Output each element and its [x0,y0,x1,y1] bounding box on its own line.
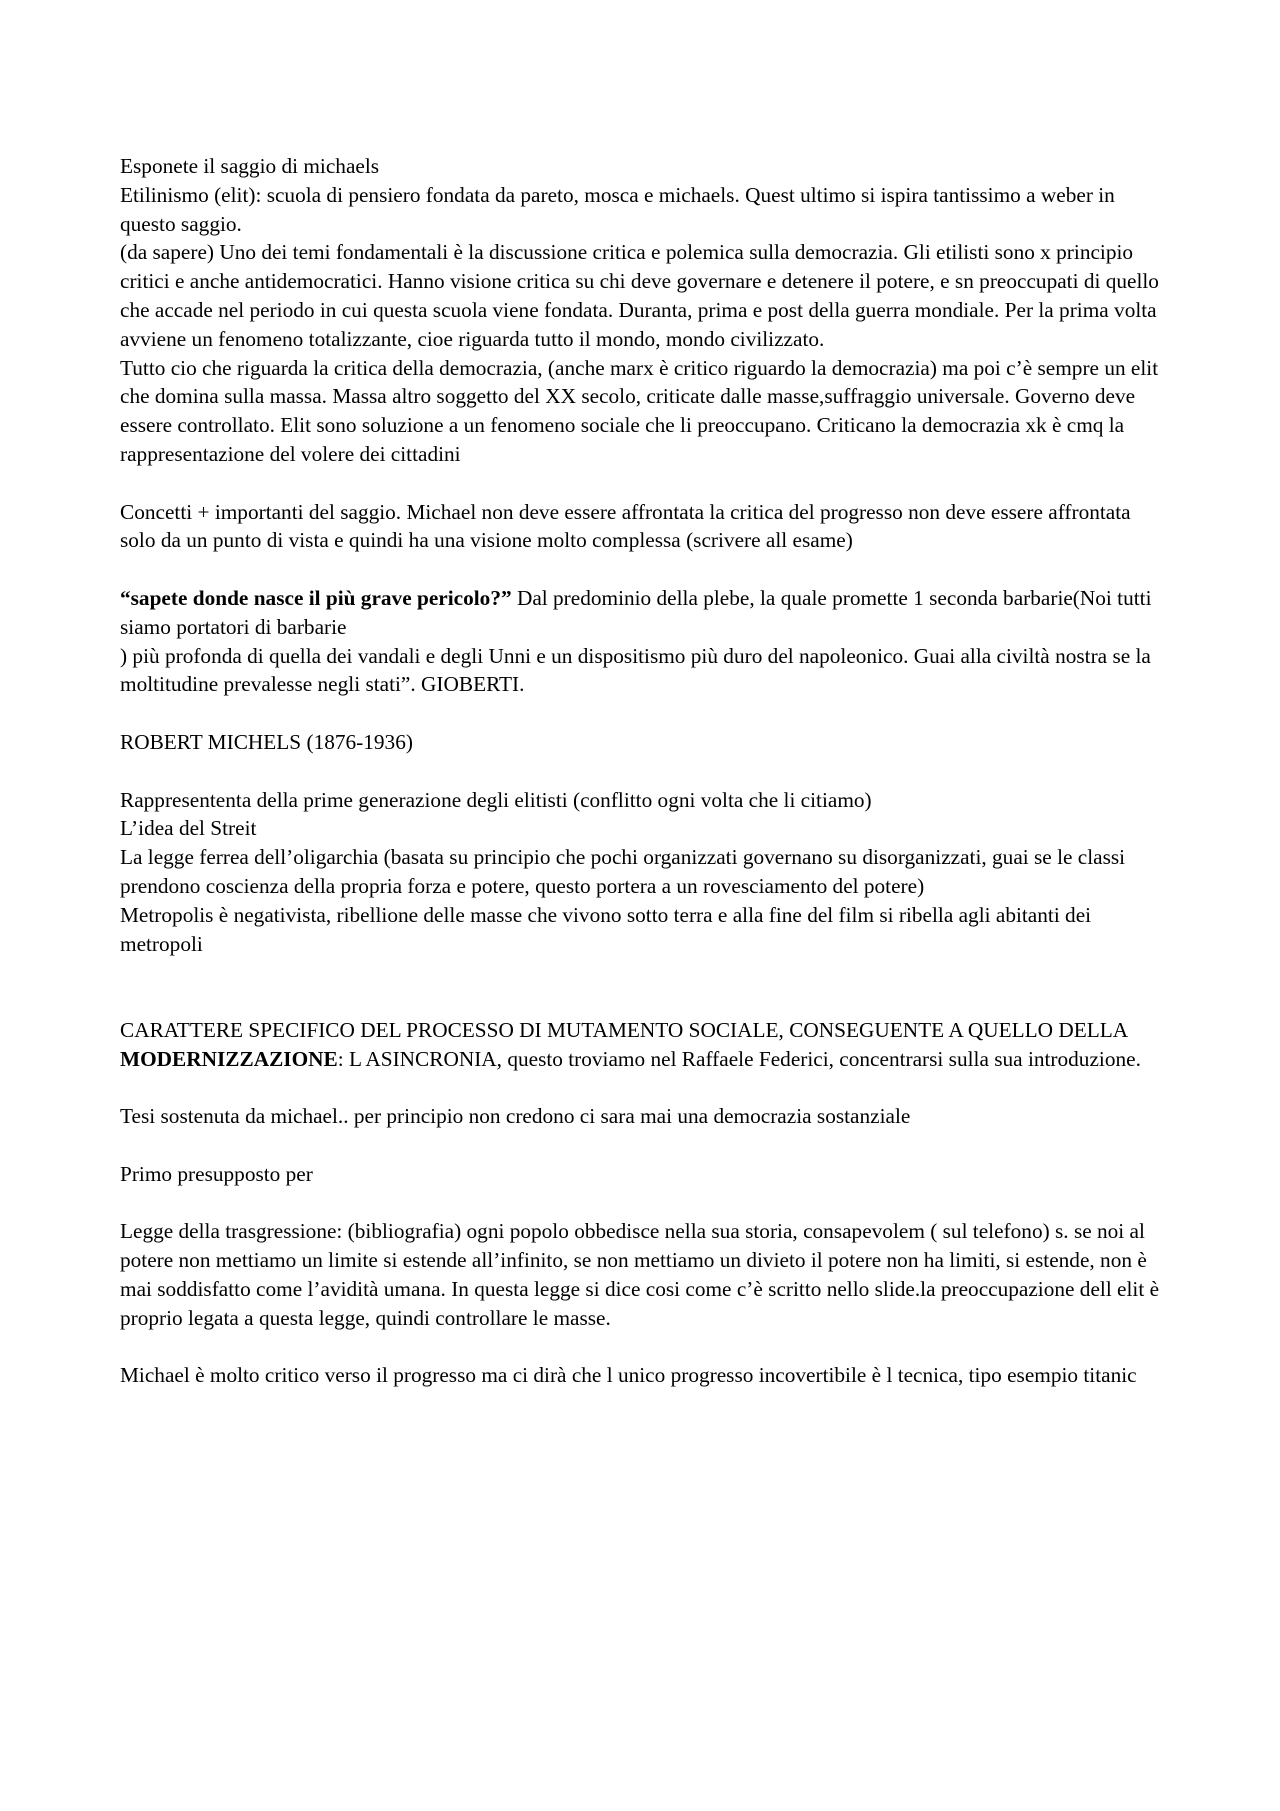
paragraph-presupposto: Primo presupposto per [120,1161,313,1186]
spacer [120,1333,1160,1362]
paragraph-quote-cont: ) più profonda di quella dei vandali e degli Unni e un dispositismo più duro del napoleonico. Guai alla civiltà nostra se la moltitudine prevalesse negli stati”. GIOBERTI. [120,643,1151,697]
paragraph-title: Esponete il saggio di michaels [120,154,380,178]
paragraph-elitism: Etilinismo (elit): scuola di pensiero fondata da pareto, mosca e michaels. Quest ultimo si ispira tantissimo a weber in questo saggio. [120,182,1115,236]
paragraph-oligarchy: La legge ferrea dell’oligarchia (basata su principio che pochi organizzati governano su disorganizzati, guai se le classi prendono coscienza della propria forza e potere, questo portera a un rovesciamento del potere) [120,845,1126,898]
spacer [120,699,1160,728]
spacer [120,958,1160,1016]
paragraph-modernization [120,1016,1160,1074]
quote-text-1: Dal predominio della plebe, la quale promette 1 seconda barbarie(Noi tutti siamo portatori di barbarie [120,585,1152,639]
quote-bold: “sapete donde nasce il più grave pericolo?” [120,585,512,610]
paragraph-mass: Tutto cio che riguarda la critica della democrazia, (anche marx è critico riguardo la democrazia) ma poi c’è sempre un elit che domina sulla massa. Massa altro soggetto del XX secolo, criticate dalle masse,suffraggio universale. Governo deve essere controllato. Elit sono soluzione a un fenomeno sociale che li preoccupano. Criticano la democrazia xk è cmq la rappresentazione del volere dei cittadini [120,355,1159,466]
paragraph-metropolis: Metropolis è negativista, ribellione delle masse che vivono sotto terra e alla fine del film si ribella agli abitanti dei metropoli [120,902,1092,956]
spacer [120,1074,1160,1103]
caps-text-1: CARATTERE SPECIFICO DEL PROCESSO DI MUTAMENTO SOCIALE, CONSEGUENTE A QUELLO DELLA [120,1017,1127,1042]
paragraph-democracy-critique: (da sapere) Uno dei temi fondamentali è la discussione critica e polemica sulla democrazia. Gli etilisti sono x principio critici e anche antidemocratici. Hanno visione critica su chi deve governare e detenere il potere, e sn preoccupati di quello che accade nel periodo in cui questa scuola viene fondata. Duranta, prima e post della guerra mondiale. Per la prima volta avviene un fenomeno totalizzante, cioe riguarda tutto il mondo, mondo civilizzato. [120,240,1159,351]
spacer [120,1131,1160,1160]
document-body [120,152,1160,1390]
paragraph-quote [120,584,1160,642]
caps-bold: MODERNIZZAZIONE [120,1046,338,1071]
paragraph-thesis: Tesi sostenuta da michael.. per principio non credono ci sara mai una democrazia sostanziale [120,1104,911,1129]
caps-text-2: : L ASINCRONIA, questo troviamo nel Raffaele Federici, concentrarsi sulla sua introduzione. [337,1046,1141,1071]
spacer [120,1189,1160,1218]
heading-michels: ROBERT MICHELS (1876-1936) [120,729,413,754]
spacer [120,469,1160,498]
spacer [120,555,1160,584]
paragraph-concepts: Concetti + importanti del saggio. Michael non deve essere affrontata la critica del progresso non deve essere affrontata solo da un punto di vista e quindi ha una visione molto complessa (scrivere all esame) [120,499,1131,553]
paragraph-generation: Rappresententa della prime generazione degli elitisti (conflitto ogni volta che li citiamo) [120,787,872,812]
paragraph-transgression: Legge della trasgressione: (bibliografia) ogni popolo obbedisce nella sua storia, consapevolem ( sul telefono) s. se noi al potere non mettiamo un limite si estende all’infinito, se non mettiamo un divieto il potere non ha limiti, si estende, non è mai soddisfatto come l’avidità umana. In questa legge si dice cosi come c’è scritto nello slide.la preoccupazione dell elit è proprio legata a questa legge, quindi controllare le masse. [120,1219,1160,1330]
paragraph-streit: L’idea del Streit [120,816,257,841]
paragraph-progress: Michael è molto critico verso il progresso ma ci dirà che l unico progresso incovertibile è l tecnica, tipo esempio titanic [120,1363,1137,1388]
spacer [120,757,1160,786]
